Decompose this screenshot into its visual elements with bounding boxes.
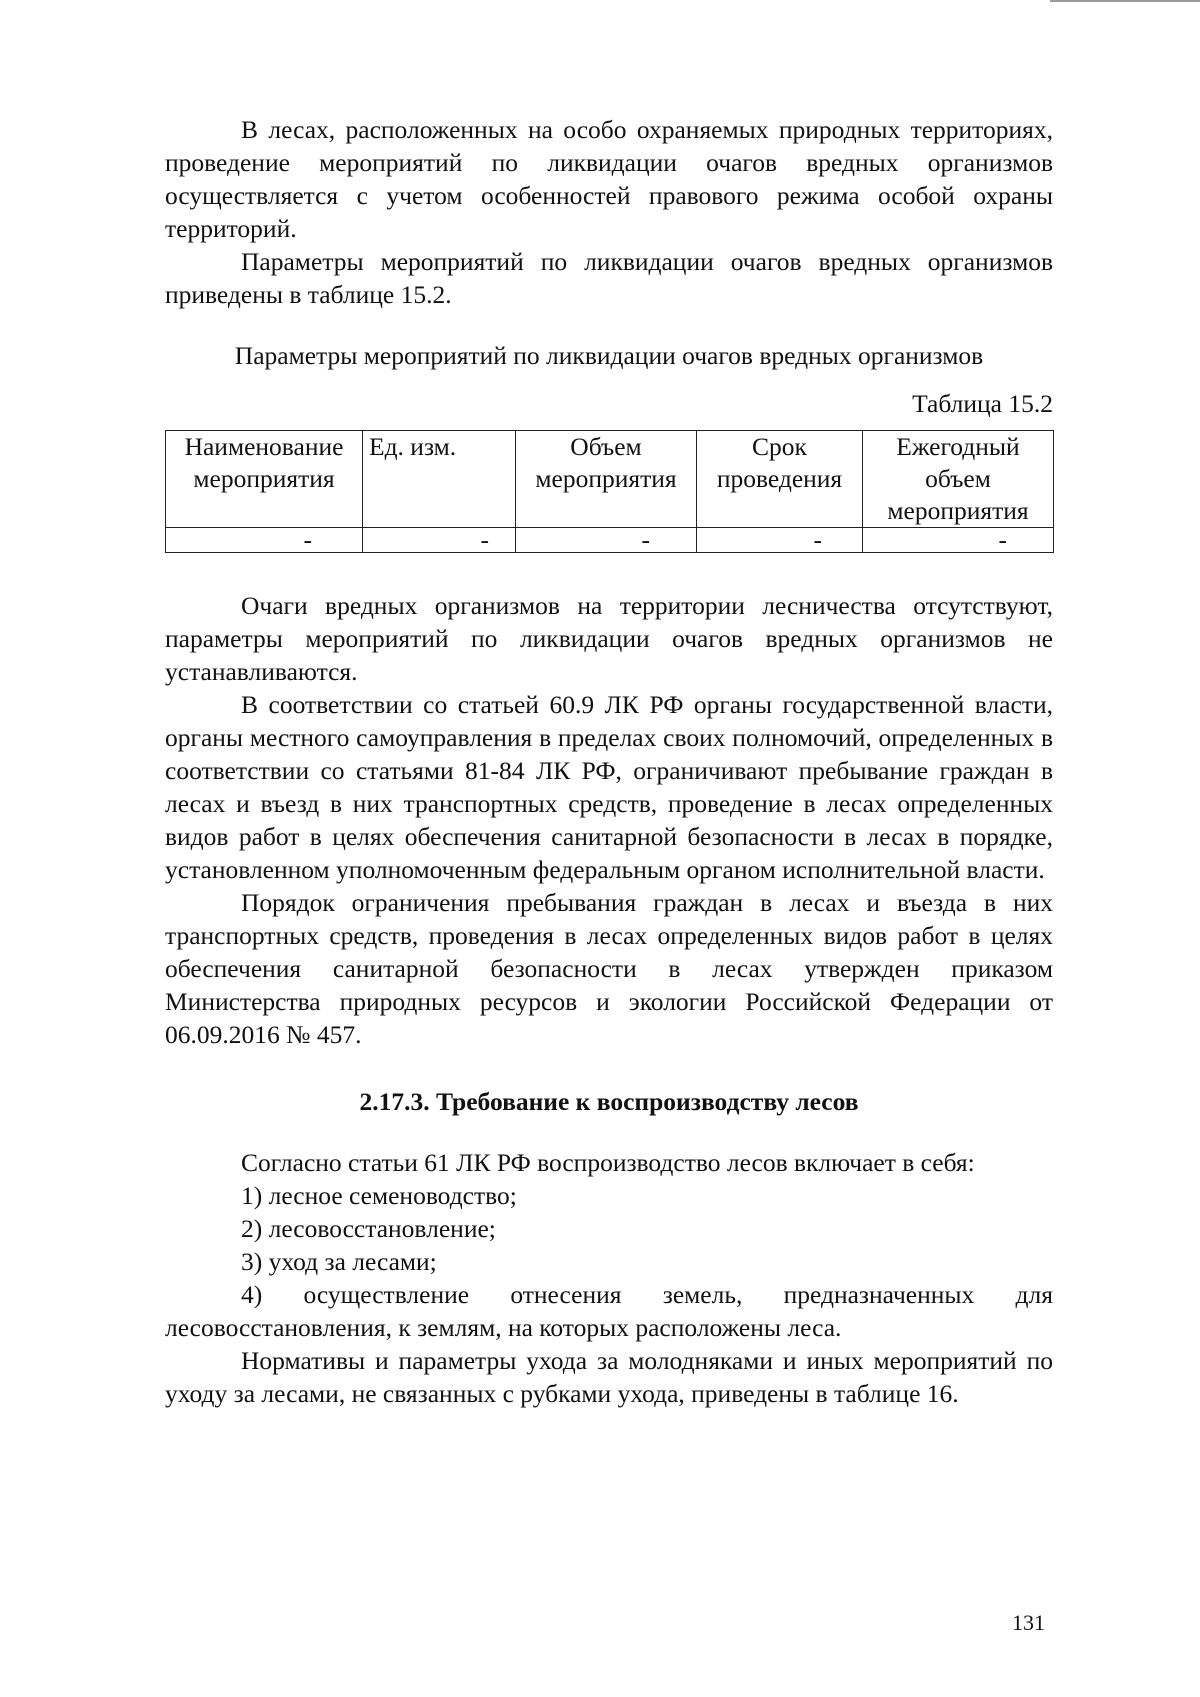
document-page [165,113,1053,1410]
table-cell: - [166,528,363,553]
table-cell: - [863,528,1054,553]
table-header-row [166,431,1054,528]
paragraph-protected-territories: В лесах, расположенных на особо охраняемых природных территориях, проведение мероприятий по ликвидации очагов вредных организмов осуществляется с учетом особенностей правового режима особой охраны территорий. [165,115,1053,243]
list-item: 4) осуществление отнесения земель, предназначенных для лесовосстановления, к землям, на которых расположены леса. [165,1280,1053,1342]
table-cell: - [697,528,863,553]
section-heading: 2.17.3. Требование к воспроизводству лесов [359,1087,859,1116]
table-label: Таблица 15.2 [912,389,1053,418]
header-volume: Объем мероприятия [516,431,697,528]
list-item: 1) лесное семеноводство; [241,1181,517,1210]
table-caption: Параметры мероприятий по ликвидации очагов вредных организмов [234,341,984,370]
paragraph-no-foci: Очаги вредных организмов на территории лесничества отсутствуют, параметры мероприятий по ликвидации очагов вредных организмов не устанавливаются. [165,591,1053,686]
list-item: 3) уход за лесами; [241,1247,437,1276]
table-cell: - [363,528,516,553]
header-annual-volume: Ежегодный объем мероприятия [863,431,1054,528]
header-term: Срок проведения [697,431,863,528]
parameters-table [165,430,1054,553]
paragraph-table-reference: Параметры мероприятий по ликвидации очагов вредных организмов приведены в таблице 15.2. [165,247,1053,309]
paragraph-article-60-9: В соответствии со статьей 60.9 ЛК РФ органы государственной власти, органы местного самоуправления в пределах своих полномочий, определенных в соответствии со статьями 81-84 ЛК РФ, ограничивают пребывание граждан в лесах и въезд в них транспортных средств, проведение в лесах определенных видов работ в целях обеспечения санитарной безопасности в лесах в порядке, установленном уполномоченным федеральным органом исполнительной власти. [165,690,1053,884]
scan-edge-line [1050,0,1200,2]
list-item: 2) лесовосстановление; [241,1214,496,1243]
header-unit: Ед. изм. [363,431,516,528]
paragraph-table-16-reference: Нормативы и параметры ухода за молодняками и иных мероприятий по уходу за лесами, не связанных с рубками ухода, приведены в таблице 16. [165,1346,1053,1408]
paragraph-article-61-intro: Согласно статьи 61 ЛК РФ воспроизводство лесов включает в себя: [241,1148,975,1177]
page-number: 131 [1012,1610,1045,1635]
header-activity-name: Наименование мероприятия [166,431,363,528]
table-cell: - [516,528,697,553]
paragraph-restriction-order: Порядок ограничения пребывания граждан в лесах и въезда в них транспортных средств, проведения в лесах определенных видов работ в целях обеспечения санитарной безопасности в лесах утвержден приказом Министерства природных ресурсов и экологии Российской Федерации от 06.09.2016 № 457. [165,888,1053,1049]
table-row [166,528,1054,553]
